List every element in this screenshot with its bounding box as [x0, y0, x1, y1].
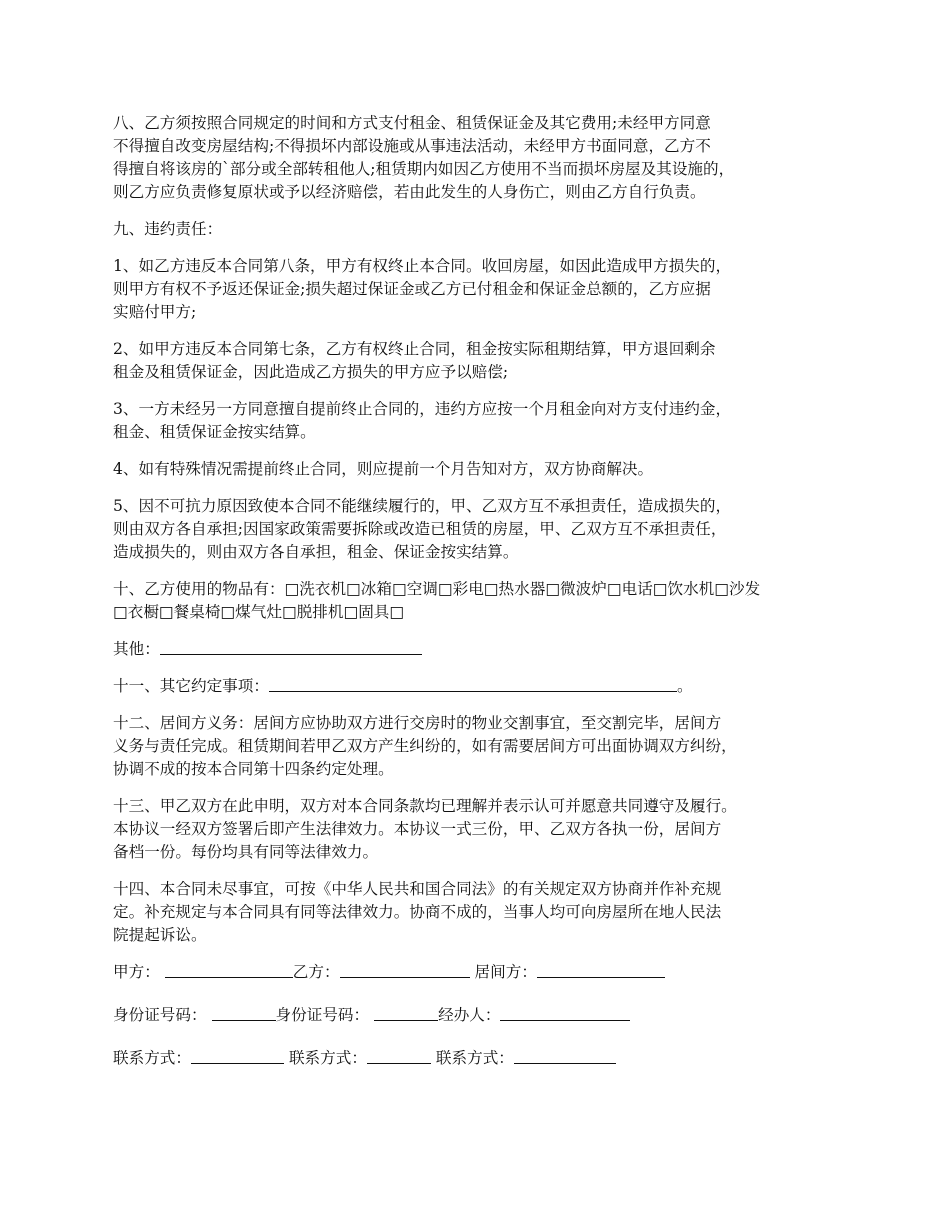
other-blank-field[interactable] — [160, 639, 422, 655]
clause-14-line: 十四、本合同未尽事宜，可按《中华人民共和国合同法》的有关规定双方协商并作补充规 — [113, 880, 722, 898]
party-b-label: 乙方： — [292, 963, 340, 981]
id-number-b-label: 身份证号码： — [275, 1006, 370, 1024]
other-label: 其他： — [113, 640, 160, 658]
clause-11-label: 十一、其它约定事项： — [113, 677, 269, 695]
clause-8-line: 八、乙方须按照合同规定的时间和方式支付租金、租赁保证金及其它费用;未经甲方同意 — [113, 114, 711, 132]
clause-11-blank-field[interactable] — [269, 676, 677, 692]
clause-9-item-1 — [113, 255, 839, 324]
clause-11-suffix: 。 — [676, 677, 693, 695]
contact-a-label: 联系方式： — [113, 1049, 191, 1067]
agent-label: 经办人： — [438, 1006, 501, 1024]
signature-row-ids — [113, 1004, 839, 1027]
contract-page — [113, 112, 839, 1090]
clause-8-line: 不得擅自改变房屋结构;不得损坏内部设施或从事违法活动，未经甲方书面同意，乙方不 — [113, 137, 711, 155]
clause-9-item-2 — [113, 338, 839, 384]
id-number-a-label: 身份证号码： — [113, 1006, 207, 1024]
contact-b-field[interactable] — [367, 1048, 431, 1064]
clause-9-item-line: 实赔付甲方; — [113, 303, 197, 321]
clause-9-item-3 — [113, 398, 839, 444]
id-number-b-field[interactable] — [374, 1005, 438, 1021]
intermediary-label: 居间方： — [474, 963, 537, 981]
other-row — [113, 638, 839, 661]
clause-9-item-line: 2、如甲方违反本合同第七条，乙方有权终止合同，租金按实际租期结算，甲方退回剩余 — [113, 340, 716, 358]
clause-14-line: 定。补充规定与本合同具有同等法律效力。协商不成的，当事人均可向房屋所在地人民法 — [113, 903, 722, 921]
id-number-a-field[interactable] — [212, 1005, 276, 1021]
signature-row-parties — [113, 961, 839, 984]
clause-9-item-line: 造成损失的，则由双方各自承担，租金、保证金按实结算。 — [113, 543, 519, 561]
clause-12-line: 义务与责任完成。租赁期间若甲乙双方产生纠纷的，如有需要居间方可出面协调双方纠纷， — [113, 737, 737, 755]
clause-8-line: 得擅自将该房的`部分或全部转租他人;租赁期内如因乙方使用不当而损坏房屋及其设施的， — [113, 160, 735, 178]
clause-13-line: 备档一份。每份均具有同等法律效力。 — [113, 843, 379, 861]
contact-c-field[interactable] — [514, 1048, 616, 1064]
clause-8-line: 则乙方应负责修复原状或予以经济赔偿，若由此发生的人身伤亡，则由乙方自行负责。 — [113, 183, 706, 201]
clause-12-line: 协调不成的按本合同第十四条约定处理。 — [113, 760, 394, 778]
party-b-signature-field[interactable] — [340, 962, 470, 978]
signature-row-contacts — [113, 1047, 839, 1070]
clause-8 — [113, 112, 839, 204]
clause-9-item-line: 3、一方未经另一方同意擅自提前终止合同的，违约方应按一个月租金向对方支付违约金， — [113, 400, 732, 418]
clause-10-line: 十、乙方使用的物品有：□洗衣机□冰箱□空调□彩电□热水器□微波炉□电话□饮水机□沙发 — [113, 580, 761, 598]
clause-9-heading-text: 九、违约责任： — [113, 220, 223, 238]
clause-9-item-4 — [113, 458, 839, 481]
clause-11 — [113, 675, 839, 698]
contact-c-label: 联系方式： — [435, 1049, 514, 1067]
clause-9-item-line: 租金及租赁保证金，因此造成乙方损失的甲方应予以赔偿; — [113, 363, 509, 381]
contact-b-label: 联系方式： — [288, 1049, 367, 1067]
clause-13 — [113, 795, 839, 864]
clause-14 — [113, 878, 839, 947]
clause-12 — [113, 712, 839, 781]
clause-9-item-line: 则由双方各自承担;因国家政策需要拆除或改造已租赁的房屋，甲、乙双方互不承担责任， — [113, 520, 727, 538]
agent-field[interactable] — [500, 1005, 630, 1021]
clause-13-line: 本协议一经双方签署后即产生法律效力。本协议一式三份，甲、乙双方各执一份，居间方 — [113, 820, 722, 838]
clause-9-item-5 — [113, 495, 839, 564]
clause-9-item-line: 租金、租赁保证金按实结算。 — [113, 423, 316, 441]
clause-10 — [113, 578, 839, 624]
clause-9-item-line: 4、如有特殊情况需提前终止合同，则应提前一个月告知对方，双方协商解决。 — [113, 460, 654, 478]
contact-a-field[interactable] — [191, 1048, 284, 1064]
clause-9-item-line: 1、如乙方违反本合同第八条，甲方有权终止本合同。收回房屋，如因此造成甲方损失的， — [113, 257, 732, 275]
clause-9-item-line: 则甲方有权不予返还保证金;损失超过保证金或乙方已付租金和保证金总额的，乙方应据 — [113, 280, 711, 298]
party-a-signature-field[interactable] — [165, 962, 293, 978]
clause-13-line: 十三、甲乙双方在此申明，双方对本合同条款均已理解并表示认可并愿意共同遵守及履行。 — [113, 797, 737, 815]
party-a-label: 甲方： — [113, 963, 160, 981]
intermediary-signature-field[interactable] — [537, 962, 665, 978]
clause-12-line: 十二、居间方义务：居间方应协助双方进行交房时的物业交割事宜，至交割完毕，居间方 — [113, 714, 722, 732]
clause-10-line: □衣橱□餐桌椅□煤气灶□脱排机□固具□ — [113, 603, 405, 621]
clause-9-item-line: 5、因不可抗力原因致使本合同不能继续履行的，甲、乙双方互不承担责任，造成损失的， — [113, 497, 732, 515]
clause-14-line: 院提起诉讼。 — [113, 926, 207, 944]
clause-9-heading — [113, 218, 839, 241]
